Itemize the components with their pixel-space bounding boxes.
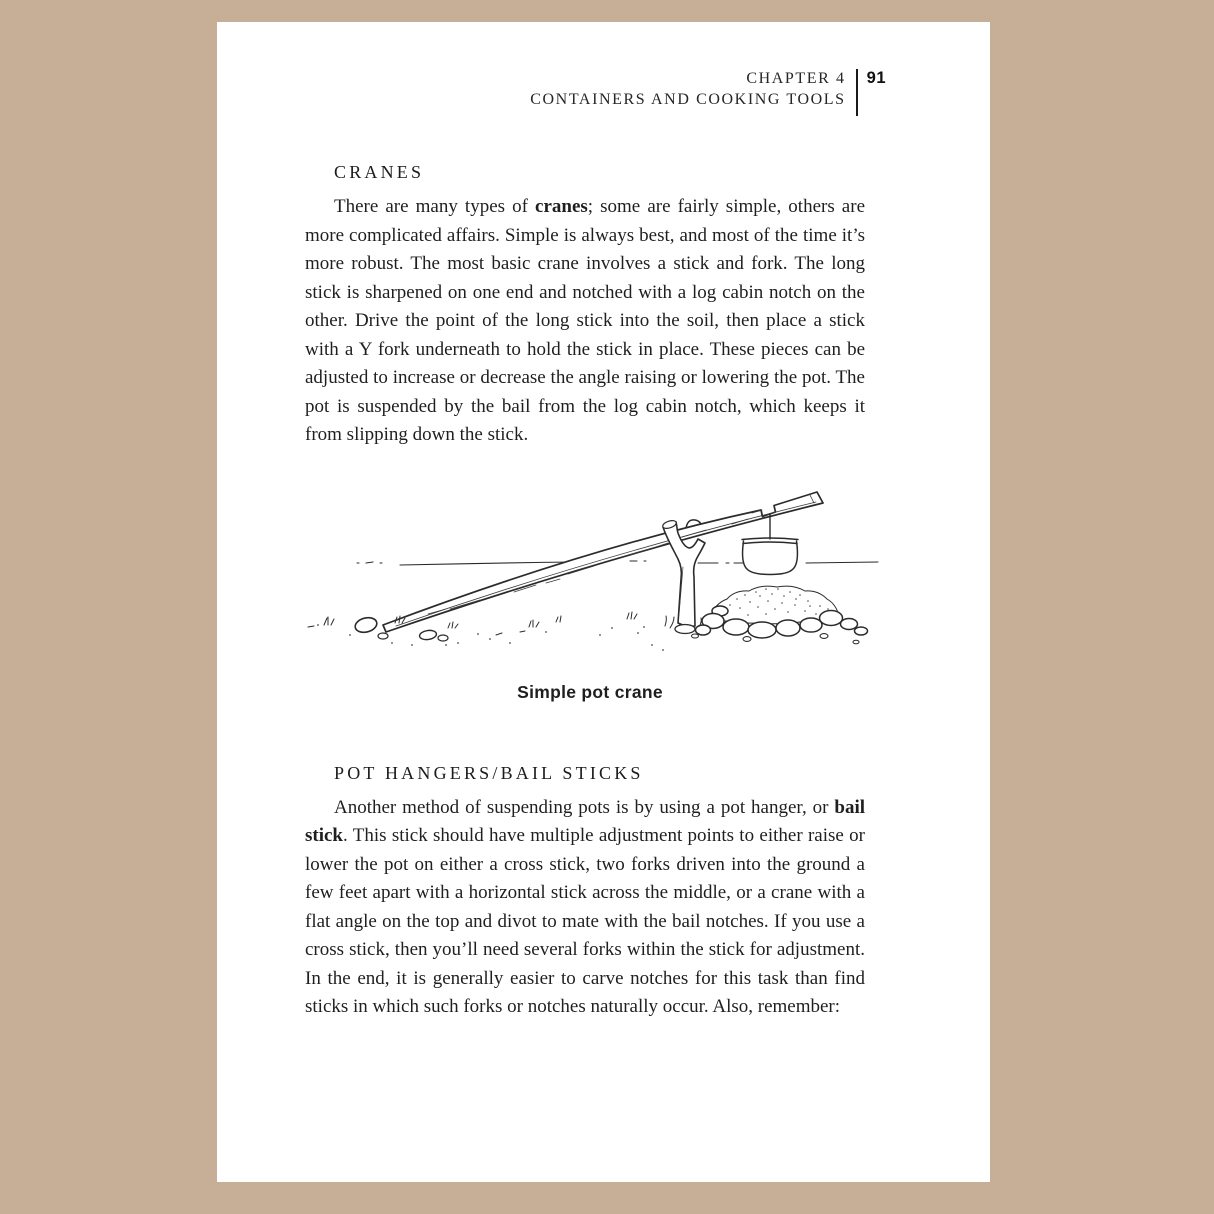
chapter-label: CHAPTER 4 bbox=[746, 70, 846, 87]
paragraph-cranes-pre: There are many types of bbox=[334, 196, 536, 217]
paragraph-cranes-post: ; some are fairly simple, others are more complicated affairs. Simple is always best, and most of the time it’s more robust. The most basic crane involves a stick and fork. The long stick is sharpened on one end and notched with a log cabin notch on the other. Drive the point of the long stick into the soil, then place a stick with a Y fork underneath to hold the stick in place. These pieces can be adjusted to increase or decrease the angle raising or lowering the pot. The pot is suspended by the bail from the log cabin notch, which keeps it from slipping down the stick. bbox=[305, 196, 865, 445]
figure-caption: Simple pot crane bbox=[517, 681, 663, 702]
horizon-line bbox=[357, 561, 878, 565]
section-heading-pot-hangers: POT HANGERS/BAIL STICKS bbox=[334, 762, 644, 783]
paragraph-pot-hangers-pre: Another method of suspending pots is by using a pot hanger, or bbox=[334, 796, 835, 818]
running-header bbox=[217, 22, 990, 112]
paragraph-pot-hangers-bold-term: bail stick bbox=[305, 796, 865, 846]
page-number: 91 bbox=[866, 69, 886, 87]
paragraph-cranes-bold-term: cranes bbox=[535, 196, 588, 217]
header-rule bbox=[856, 69, 858, 116]
chapter-title: CONTAINERS AND COOKING TOOLS bbox=[530, 91, 846, 108]
paragraph-pot-hangers bbox=[305, 794, 865, 1022]
running-head-text bbox=[530, 68, 845, 110]
pot-crane-figure bbox=[300, 475, 880, 703]
section-heading-cranes: CRANES bbox=[334, 162, 425, 182]
page-body bbox=[217, 162, 990, 1022]
ground-details bbox=[308, 612, 664, 651]
book-page bbox=[217, 22, 990, 1182]
paragraph-cranes bbox=[305, 193, 865, 450]
fire-pit bbox=[692, 586, 868, 644]
hanging-pot bbox=[742, 538, 798, 575]
pot-crane-illustration bbox=[300, 475, 880, 665]
paragraph-pot-hangers-post: . This stick should have multiple adjustment points to either raise or lower the pot on either a cross stick, two forks driven into the ground a few feet apart with a horizontal stick across the middle, or a crane with a flat angle on the top and divot to mate with the bail notches. If you use a cross stick, then you’ll need several forks within the stick for adjustment. In the end, it is generally easier to carve notches for this task than find sticks in which such forks or notches naturally occur. Also, remember: bbox=[305, 825, 865, 1017]
